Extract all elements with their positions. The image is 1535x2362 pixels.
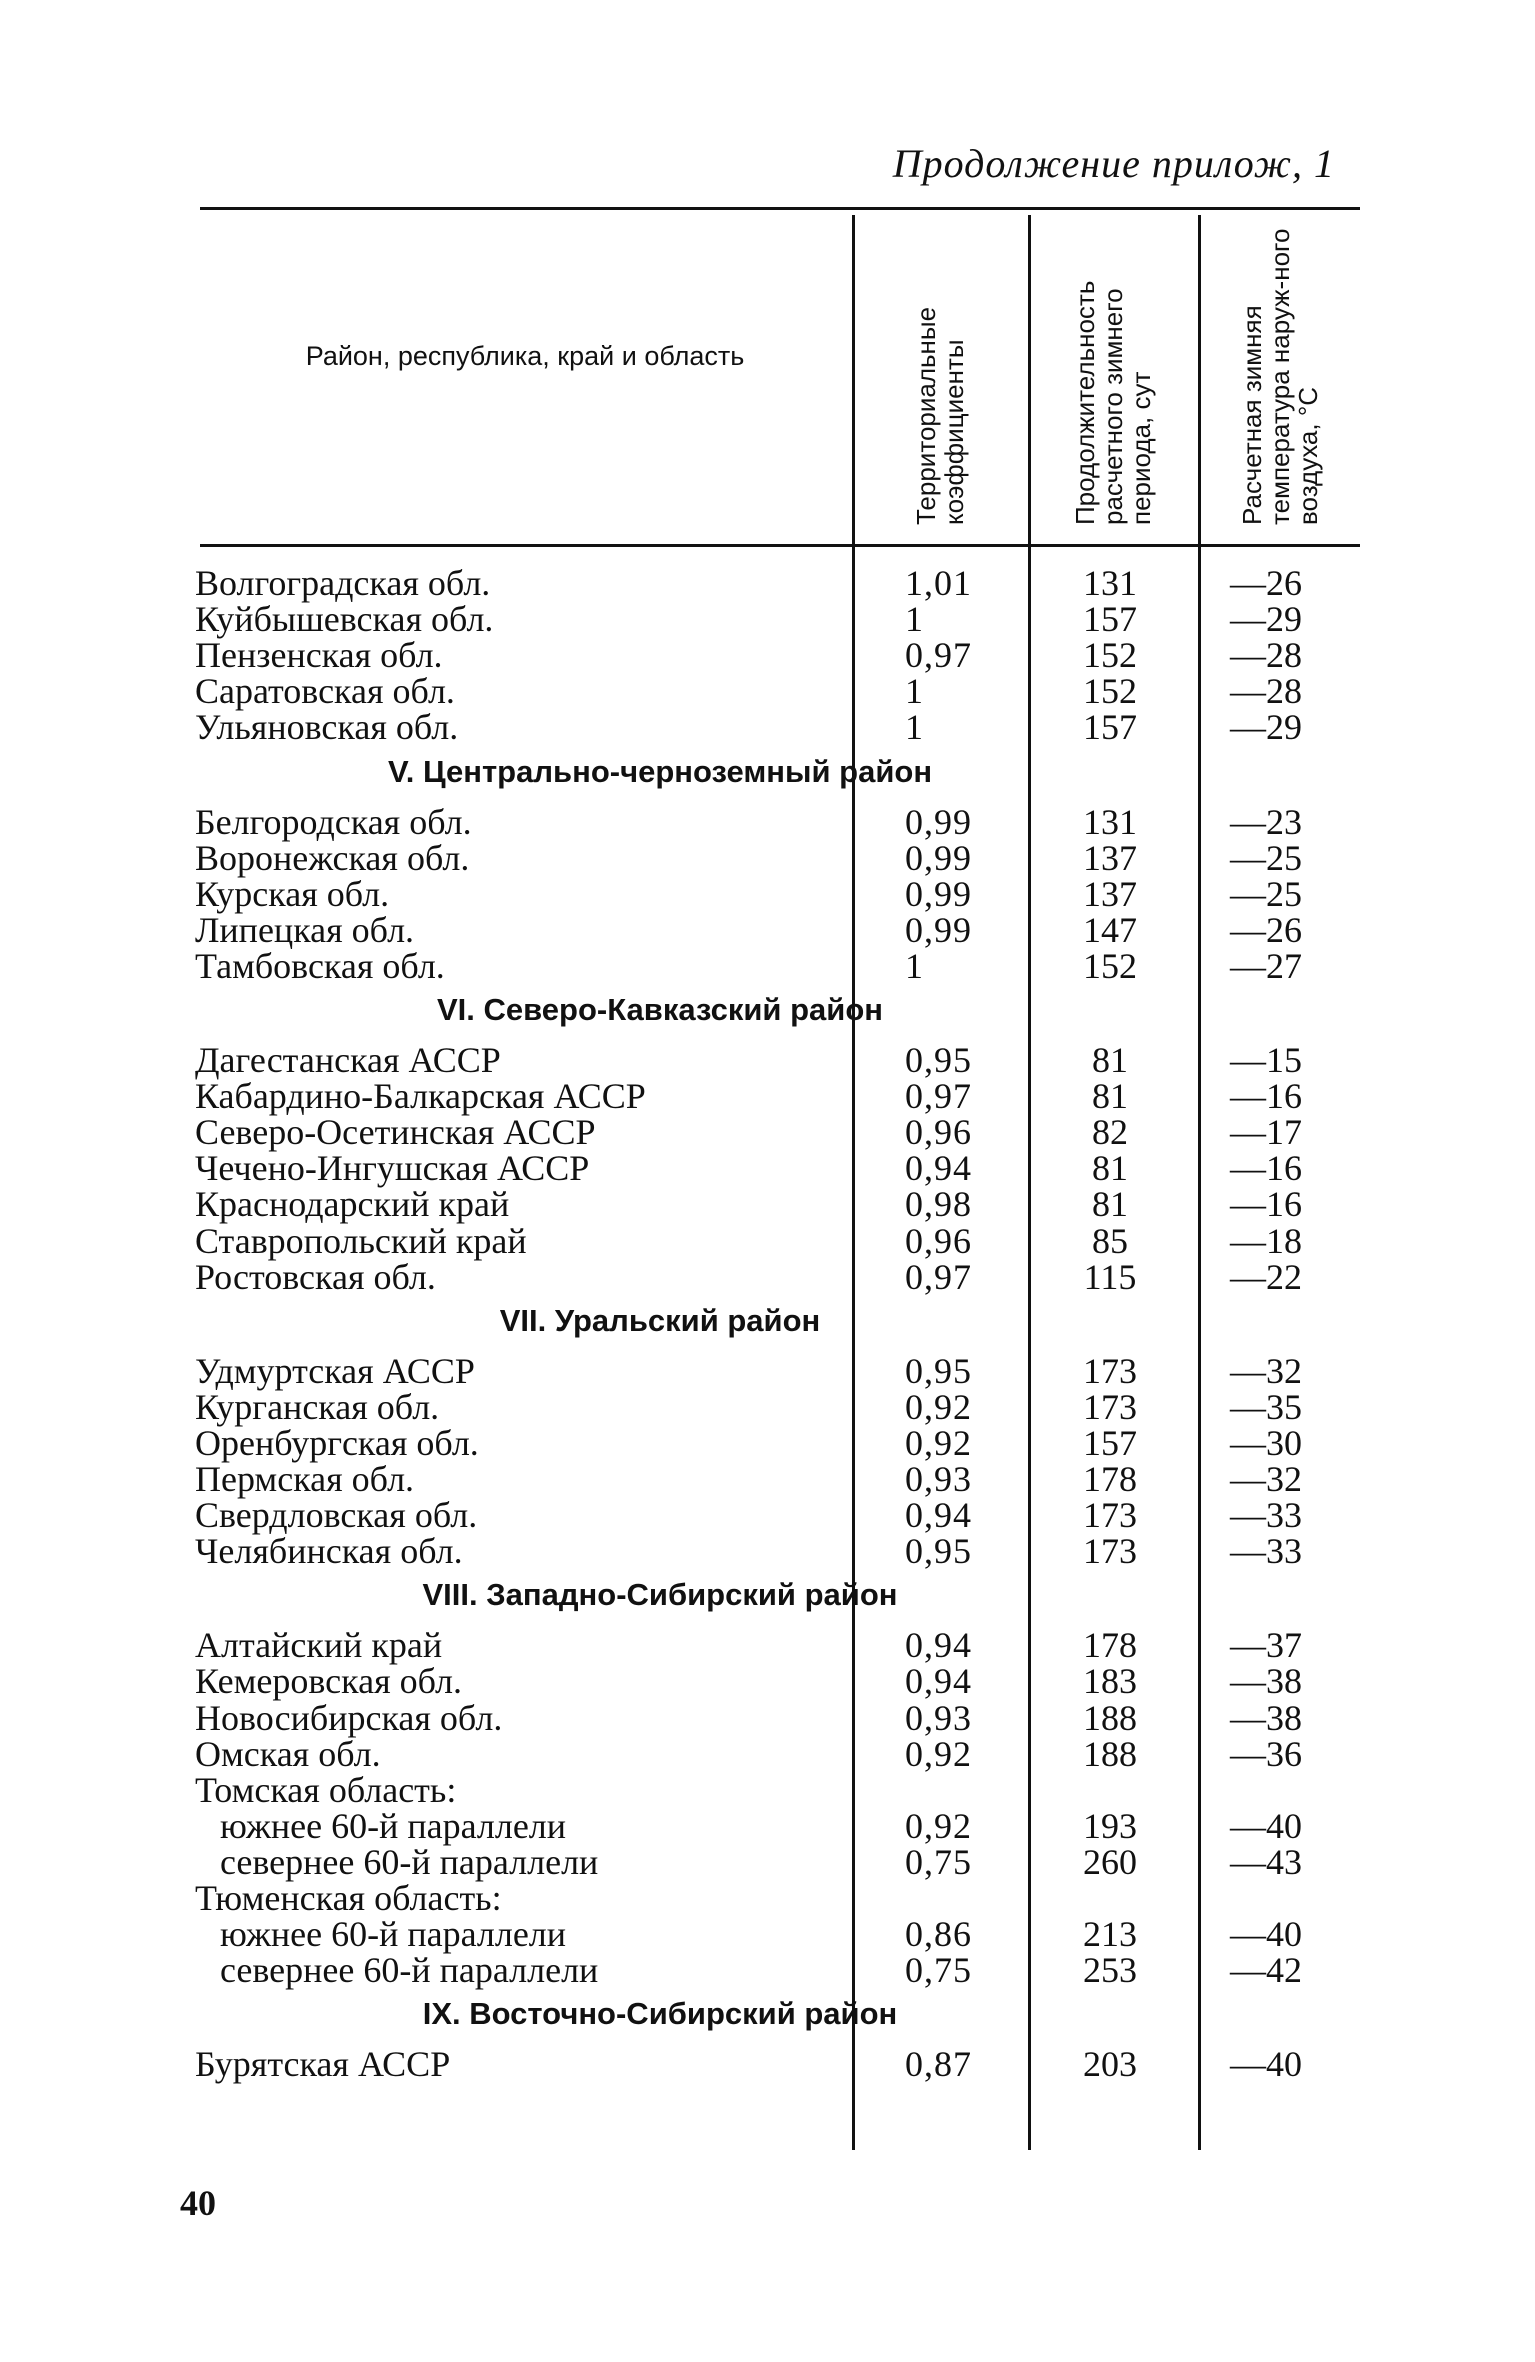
territorial-coefficient: 0,99 xyxy=(905,837,972,878)
winter-period-days: 193 xyxy=(1083,1805,1137,1846)
territorial-coefficient: 0,99 xyxy=(905,873,972,914)
table-row xyxy=(0,1697,1535,1738)
winter-period-days: 213 xyxy=(1083,1914,1137,1955)
design-temperature: —32 xyxy=(1230,1459,1302,1499)
table-row xyxy=(0,1841,1535,1882)
winter-period-days: 137 xyxy=(1083,873,1137,914)
table-row xyxy=(0,1805,1535,1846)
section-heading: IX. Восточно-Сибирский район xyxy=(422,1996,898,2032)
winter-period-days: 115 xyxy=(1083,1256,1137,1297)
territorial-coefficient: 0,86 xyxy=(905,1914,972,1955)
region-name: Куйбышевская обл. xyxy=(195,599,494,640)
region-name: Томская область: xyxy=(195,1769,457,1810)
region-name: Ростовская обл. xyxy=(195,1256,436,1297)
winter-period-days: 152 xyxy=(1083,945,1137,986)
region-name: южнее 60-й параллели xyxy=(220,1914,567,1955)
winter-period-days: 188 xyxy=(1083,1733,1137,1774)
territorial-coefficient: 0,95 xyxy=(905,1350,972,1391)
table-row xyxy=(0,1531,1535,1572)
design-temperature: —23 xyxy=(1230,801,1302,842)
winter-period-days: 85 xyxy=(1092,1220,1128,1261)
table-row xyxy=(0,1880,1535,1916)
territorial-coefficient: 0,95 xyxy=(905,1040,972,1080)
region-name: южнее 60-й параллели xyxy=(220,1805,567,1846)
region-name: Кабардино-Балкарская АССР xyxy=(195,1076,646,1117)
region-name: Челябинская обл. xyxy=(195,1531,463,1572)
section-heading: VI. Северо-Кавказский район xyxy=(437,992,883,1027)
region-name: Тюменская область: xyxy=(195,1878,502,1918)
winter-period-days: 157 xyxy=(1083,1422,1137,1463)
table-row xyxy=(0,1769,1535,1810)
territorial-coefficient: 0,97 xyxy=(905,1076,972,1117)
territorial-coefficient: 0,97 xyxy=(905,1256,972,1297)
header-temperature-text: Расчетная зимняя температура наруж-ного воздуха, °С xyxy=(1237,228,1323,525)
region-name: Курганская обл. xyxy=(195,1386,440,1427)
header-duration-text: Продолжительность расчетного зимнего периода, сут xyxy=(1070,280,1156,525)
region-name: Северо-Осетинская АССР xyxy=(195,1112,596,1153)
table-row xyxy=(0,565,1535,601)
table-row xyxy=(0,837,1535,878)
design-temperature: —35 xyxy=(1230,1386,1302,1427)
design-temperature: —32 xyxy=(1230,1350,1302,1391)
design-temperature: —25 xyxy=(1230,837,1302,878)
territorial-coefficient: 0,96 xyxy=(905,1112,972,1153)
region-name: Дагестанская АССР xyxy=(195,1040,501,1080)
table-row xyxy=(0,1914,1535,1955)
territorial-coefficient: 0,87 xyxy=(905,2044,972,2085)
section-heading: V. Центрально-черноземный район xyxy=(387,753,933,789)
design-temperature: —42 xyxy=(1230,1950,1302,1991)
table-row xyxy=(0,1256,1535,1297)
design-temperature: —33 xyxy=(1230,1531,1302,1572)
table-row xyxy=(0,1184,1535,1225)
winter-period-days: 137 xyxy=(1083,837,1137,878)
table-row xyxy=(0,945,1535,986)
region-name: Ставропольский край xyxy=(195,1220,527,1261)
territorial-coefficient: 0,94 xyxy=(905,1661,972,1702)
region-name: Краснодарский край xyxy=(195,1184,510,1225)
design-temperature: —30 xyxy=(1230,1422,1302,1463)
region-name: Воронежская обл. xyxy=(195,837,470,878)
design-temperature: —26 xyxy=(1230,909,1302,950)
header-region: Район, республика, край и область xyxy=(305,341,745,371)
region-name: Волгоградская обл. xyxy=(195,563,491,603)
region-name: Саратовская обл. xyxy=(195,671,455,712)
territorial-coefficient: 0,75 xyxy=(905,1841,972,1882)
region-name: Новосибирская обл. xyxy=(195,1697,503,1738)
territorial-coefficient: 0,96 xyxy=(905,1220,972,1261)
design-temperature: —26 xyxy=(1230,563,1302,603)
territorial-coefficient: 0,92 xyxy=(905,1733,972,1774)
territorial-coefficient: 0,95 xyxy=(905,1531,972,1572)
design-temperature: —33 xyxy=(1230,1495,1302,1536)
section-heading: VIII. Западно-Сибирский район xyxy=(422,1577,898,1613)
territorial-coefficient: 1,01 xyxy=(905,563,972,603)
territorial-coefficient: 0,75 xyxy=(905,1950,972,1991)
header-temperature xyxy=(1205,225,1355,525)
winter-period-days: 178 xyxy=(1083,1625,1137,1666)
territorial-coefficient: 1 xyxy=(905,945,924,986)
territorial-coefficient: 0,97 xyxy=(905,635,972,676)
territorial-coefficient: 0,99 xyxy=(905,801,972,842)
design-temperature: —29 xyxy=(1230,707,1302,748)
region-name: Липецкая обл. xyxy=(195,909,415,950)
territorial-coefficient: 0,99 xyxy=(905,909,972,950)
design-temperature: —22 xyxy=(1230,1256,1302,1297)
table-row xyxy=(0,1350,1535,1391)
table-row xyxy=(0,1386,1535,1427)
territorial-coefficient: 1 xyxy=(905,707,924,748)
territorial-coefficient: 0,92 xyxy=(905,1422,972,1463)
region-name: Бурятская АССР xyxy=(195,2044,451,2085)
table-row xyxy=(0,1495,1535,1536)
design-temperature: —40 xyxy=(1230,1914,1302,1955)
header-coefficients-text: Территориальные коэффициенты xyxy=(911,306,969,525)
design-temperature: —15 xyxy=(1230,1040,1302,1080)
design-temperature: —36 xyxy=(1230,1733,1302,1774)
table-row xyxy=(0,1220,1535,1261)
table-row xyxy=(0,671,1535,712)
design-temperature: —28 xyxy=(1230,671,1302,712)
header-duration xyxy=(1038,225,1188,525)
winter-period-days: 81 xyxy=(1092,1076,1128,1117)
region-name: Оренбургская обл. xyxy=(195,1422,479,1463)
region-name: севернее 60-й параллели xyxy=(220,1950,599,1991)
table-row xyxy=(0,1422,1535,1463)
design-temperature: —17 xyxy=(1230,1112,1302,1153)
table-row xyxy=(0,599,1535,640)
table-row xyxy=(0,1733,1535,1774)
table-row xyxy=(0,635,1535,676)
region-name: севернее 60-й параллели xyxy=(220,1841,599,1882)
winter-period-days: 173 xyxy=(1083,1531,1137,1572)
winter-period-days: 82 xyxy=(1092,1112,1128,1153)
region-name: Кемеровская обл. xyxy=(195,1661,463,1702)
region-name: Ульяновская обл. xyxy=(195,707,459,748)
winter-period-days: 183 xyxy=(1083,1661,1137,1702)
table-row xyxy=(0,1076,1535,1117)
header-coefficients xyxy=(865,225,1015,525)
design-temperature: —25 xyxy=(1230,873,1302,914)
region-name: Курская обл. xyxy=(195,873,390,914)
table-row xyxy=(0,1042,1535,1078)
table-row xyxy=(0,1112,1535,1153)
territorial-coefficient: 0,98 xyxy=(905,1184,972,1225)
winter-period-days: 173 xyxy=(1083,1386,1137,1427)
table-row xyxy=(0,1461,1535,1497)
territorial-coefficient: 1 xyxy=(905,599,924,640)
region-name: Омская обл. xyxy=(195,1733,381,1774)
table-row xyxy=(0,1661,1535,1702)
winter-period-days: 152 xyxy=(1083,671,1137,712)
design-temperature: —43 xyxy=(1230,1841,1302,1882)
table-row xyxy=(0,873,1535,914)
table-row xyxy=(0,1148,1535,1189)
design-temperature: —16 xyxy=(1230,1184,1302,1225)
design-temperature: —40 xyxy=(1230,1805,1302,1846)
table-row xyxy=(0,801,1535,842)
winter-period-days: 253 xyxy=(1083,1950,1137,1991)
winter-period-days: 260 xyxy=(1083,1841,1137,1882)
region-name: Чечено-Ингушская АССР xyxy=(195,1148,590,1189)
region-name: Свердловская обл. xyxy=(195,1495,478,1536)
territorial-coefficient: 0,92 xyxy=(905,1386,972,1427)
design-temperature: —29 xyxy=(1230,599,1302,640)
winter-period-days: 81 xyxy=(1092,1184,1128,1225)
winter-period-days: 147 xyxy=(1083,909,1137,950)
winter-period-days: 81 xyxy=(1092,1040,1128,1080)
region-name: Пермская обл. xyxy=(195,1459,415,1499)
winter-period-days: 157 xyxy=(1083,707,1137,748)
winter-period-days: 81 xyxy=(1092,1148,1128,1189)
winter-period-days: 131 xyxy=(1083,563,1137,603)
region-name: Удмуртская АССР xyxy=(195,1350,475,1391)
territorial-coefficient: 0,93 xyxy=(905,1459,972,1499)
table-row xyxy=(0,707,1535,748)
winter-period-days: 173 xyxy=(1083,1495,1137,1536)
winter-period-days: 188 xyxy=(1083,1697,1137,1738)
design-temperature: —38 xyxy=(1230,1697,1302,1738)
table-row xyxy=(0,2044,1535,2085)
design-temperature: —16 xyxy=(1230,1148,1302,1189)
territorial-coefficient: 1 xyxy=(905,671,924,712)
territorial-coefficient: 0,94 xyxy=(905,1625,972,1666)
design-temperature: —38 xyxy=(1230,1661,1302,1702)
winter-period-days: 173 xyxy=(1083,1350,1137,1391)
region-name: Тамбовская обл. xyxy=(195,945,445,986)
table-row xyxy=(0,1950,1535,1991)
winter-period-days: 157 xyxy=(1083,599,1137,640)
table-top-rule xyxy=(200,207,1360,210)
section-heading: VII. Уральский район xyxy=(499,1302,821,1338)
design-temperature: —16 xyxy=(1230,1076,1302,1117)
winter-period-days: 131 xyxy=(1083,801,1137,842)
running-head: Продолжение прилож, 1 xyxy=(892,141,1335,186)
region-name: Алтайский край xyxy=(195,1625,443,1666)
winter-period-days: 203 xyxy=(1083,2044,1137,2085)
design-temperature: —18 xyxy=(1230,1220,1302,1261)
design-temperature: —27 xyxy=(1230,945,1302,986)
table-header-rule xyxy=(200,544,1360,547)
design-temperature: —28 xyxy=(1230,635,1302,676)
territorial-coefficient: 0,94 xyxy=(905,1495,972,1536)
winter-period-days: 152 xyxy=(1083,635,1137,676)
territorial-coefficient: 0,92 xyxy=(905,1805,972,1846)
region-name: Пензенская обл. xyxy=(195,635,443,676)
design-temperature: —40 xyxy=(1230,2044,1302,2085)
region-name: Белгородская обл. xyxy=(195,801,472,842)
table-row xyxy=(0,1625,1535,1666)
territorial-coefficient: 0,94 xyxy=(905,1148,972,1189)
winter-period-days: 178 xyxy=(1083,1459,1137,1499)
territorial-coefficient: 0,93 xyxy=(905,1697,972,1738)
page-number: 40 xyxy=(180,2183,216,2223)
table-row xyxy=(0,909,1535,950)
design-temperature: —37 xyxy=(1230,1625,1302,1666)
